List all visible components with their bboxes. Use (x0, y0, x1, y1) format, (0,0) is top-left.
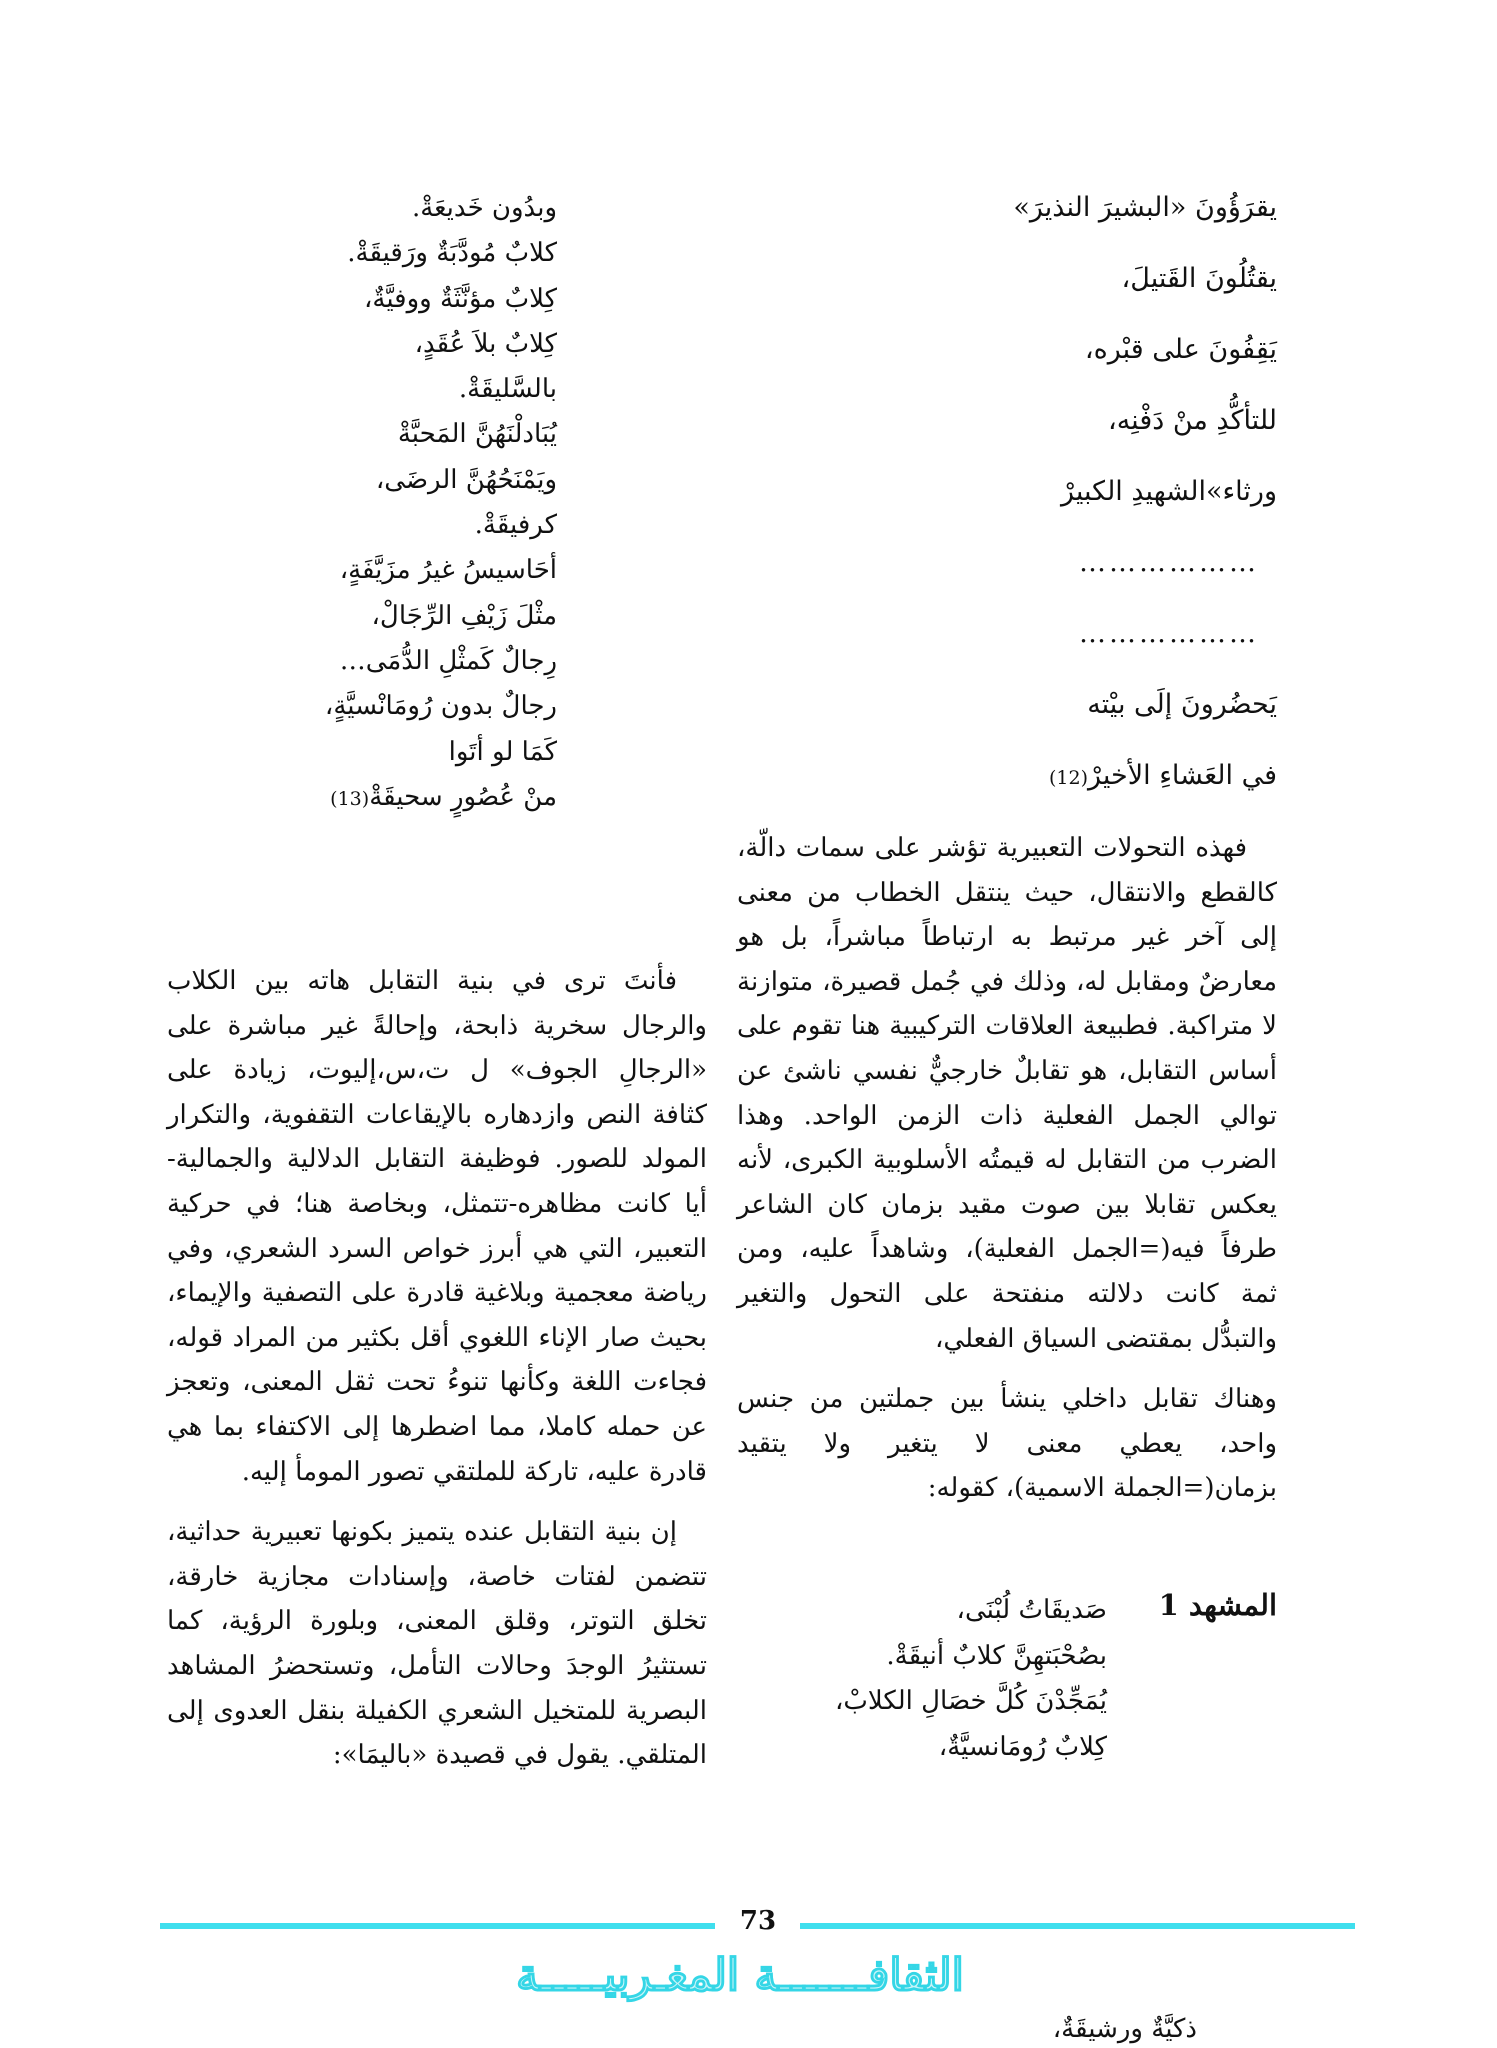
poem-line: رِجالٌ كَمثْلِ الدُّمَى… (339, 645, 557, 676)
magazine-title: الثقافـــــــة المغـربيـــــة (516, 1950, 964, 2001)
poem-line-text: في العَشاءِ الأخيرْ (1088, 760, 1277, 791)
poem-line: كِلابٌ بلاَ عُقَدٍ، (414, 328, 557, 359)
poem-excerpt-right (917, 186, 1277, 825)
poem-line: يَقِفُونَ على قبْره، (1084, 334, 1277, 365)
scene-label: المشهد 1 (1158, 1588, 1277, 1622)
poem-line: وبدُون خَديعَةْ. (411, 193, 557, 223)
ellipsis-line: ……………… (1079, 547, 1259, 578)
poem-line (177, 775, 557, 820)
body-text-left-column (167, 959, 707, 1778)
poem-excerpt-left (177, 186, 557, 820)
scene-poem-continuation (1053, 2014, 1197, 2044)
poem-line: ذكيَّةٌ ورشيقَةٌ، (1052, 2014, 1197, 2044)
body-text-right-column (737, 826, 1277, 1511)
poem-line: بالسَّليقَةْ. (458, 374, 557, 405)
poem-line: صَديقَاتُ لُبْنَى، (956, 1595, 1107, 1625)
poem-line: بصُحْبَتهِنَّ كلابٌ أنيقَةْ. (886, 1640, 1107, 1671)
scene-poem (835, 1588, 1107, 1770)
poem-line-text: منْ عُصُورٍ سحيقَةْ (369, 781, 557, 812)
paragraph: إن بنية التقابل عنده يتميز بكونها تعبيرية حداثية، تتضمن لفتات خاصة، وإسنادات مجازية خارقة، تخلق التوتر، وقلق المعنى، وبلورة الرؤية، كما تستثيرُ الوجدَ وحالات التأمل، وتستحضرُ المشاهد البصرية للمتخيل الشعري الكفيلة بنقل العدوى إلى المتلقي. يقول في قصيدة «باليمَا»: (167, 1517, 707, 1771)
footer-rule-left (160, 1923, 715, 1929)
footnote-ref: (12) (1048, 767, 1089, 789)
poem-line: ويَمْنَحُهُنَّ الرضَى، (375, 464, 557, 495)
ellipsis-line: ……………… (1079, 618, 1259, 649)
footer-rule-right (800, 1923, 1355, 1929)
paragraph: فهذه التحولات التعبيرية تؤشر على سمات دالّة، كالقطع والانتقال، حيث ينتقل الخطاب من معنى إلى آخر غير مرتبط به ارتباطاً مباشراً، بل هو معارضٌ ومقابل له، وذلك في جُمل قصيرة، متوازنة لا متراكبة. فطبيعة العلاقات التركيبية هنا تقوم على أساس التقابل، هو تقابلٌ خارجيٌّ نفسي ناشئ عن توالي الجمل الفعلية ذات الزمن الواحد. وهذا الضرب من التقابل له قيمتُه الأسلوبية الكبرى، لأنه يعكس تقابلا بين صوت مقيد بزمان كان الشاعر طرفاً فيه(=الجمل الفعلية)، وشاهداً عليه، ومن ثمة كانت دلالته منفتحة على التحول والتغير والتبدُّل بمقتضى السياق الفعلي، (737, 833, 1277, 1354)
poem-line: كرفيقَةْ. (474, 510, 557, 541)
poem-line: كِلابٌ مؤنَّثَةٌ ووفيَّةٌ، (364, 283, 557, 314)
page-number: 73 (739, 1906, 777, 1936)
paragraph: فأنتَ ترى في بنية التقابل هاته بين الكلاب والرجال سخرية ذابحة، وإحالةً غير مباشرة على «الرجالِ الجوف» ل ت،س،إليوت، زيادة على كثافة النص وازدهاره بالإيقاعات التقفوية، والتكرار المولد للصور. فوظيفة التقابل الدلالية والجمالية- أيا كانت مظاهره-تتمثل، وبخاصة هنا؛ في حركية التعبير، التي هي أبرز خواص السرد الشعري، وفي رياضة معجمية وبلاغية قادرة على التصفية والإيماء، بحيث صار الإناء اللغوي أقل بكثير من المراد قوله، فجاءت اللغة وكأنها تنوءُ تحت ثقل المعنى، وتعجز عن حمله كاملا، مما اضطرها إلى الاكتفاء بما هي قادرة عليه، تاركة للملتقي تصور المومأ إليه. (167, 966, 707, 1487)
poem-line: ورثاء»الشهيدِ الكبيرْ (1060, 476, 1277, 507)
poem-line: يقتُلُونَ القَتيلَ، (1121, 263, 1277, 294)
poem-line (917, 754, 1277, 825)
poem-line: رجالٌ بدون رُومَانْسيَّةٍ، (324, 691, 557, 722)
poem-line: أحَاسيسُ غيرُ مزَيَّفَةٍ، (339, 555, 557, 586)
poem-line: مثْلَ زَيْفِ الرِّجَالْ، (371, 600, 557, 631)
poem-line: يَحضُرونَ إلَى بيْته (1087, 689, 1277, 720)
poem-line: كَمَا لو أتَوا (448, 736, 557, 767)
poem-line: يُمَجِّدْنَ كُلَّ خصَالِ الكلابْ، (835, 1686, 1107, 1716)
poem-line: يقرَؤُونَ «البشيرَ النذيرَ» (1013, 192, 1277, 223)
poem-line: يُبَادلْنَهُنَّ المَحبَّةْ (397, 419, 557, 450)
paragraph: وهناك تقابل داخلي ينشأ بين جملتين من جنس واحد، يعطي معنى لا يتغير ولا يتقيد بزمان(=الجملة الاسمية)، كقوله: (737, 1384, 1277, 1504)
poem-line: كِلابٌ رُومَانسيَّةٌ، (938, 1731, 1107, 1762)
footnote-ref: (13) (330, 787, 370, 810)
poem-line: للتأكُّدِ منْ دَفْنِه، (1107, 405, 1277, 436)
poem-line: كلابٌ مُودَّبَةٌ ورَقيقَةْ. (347, 238, 557, 269)
